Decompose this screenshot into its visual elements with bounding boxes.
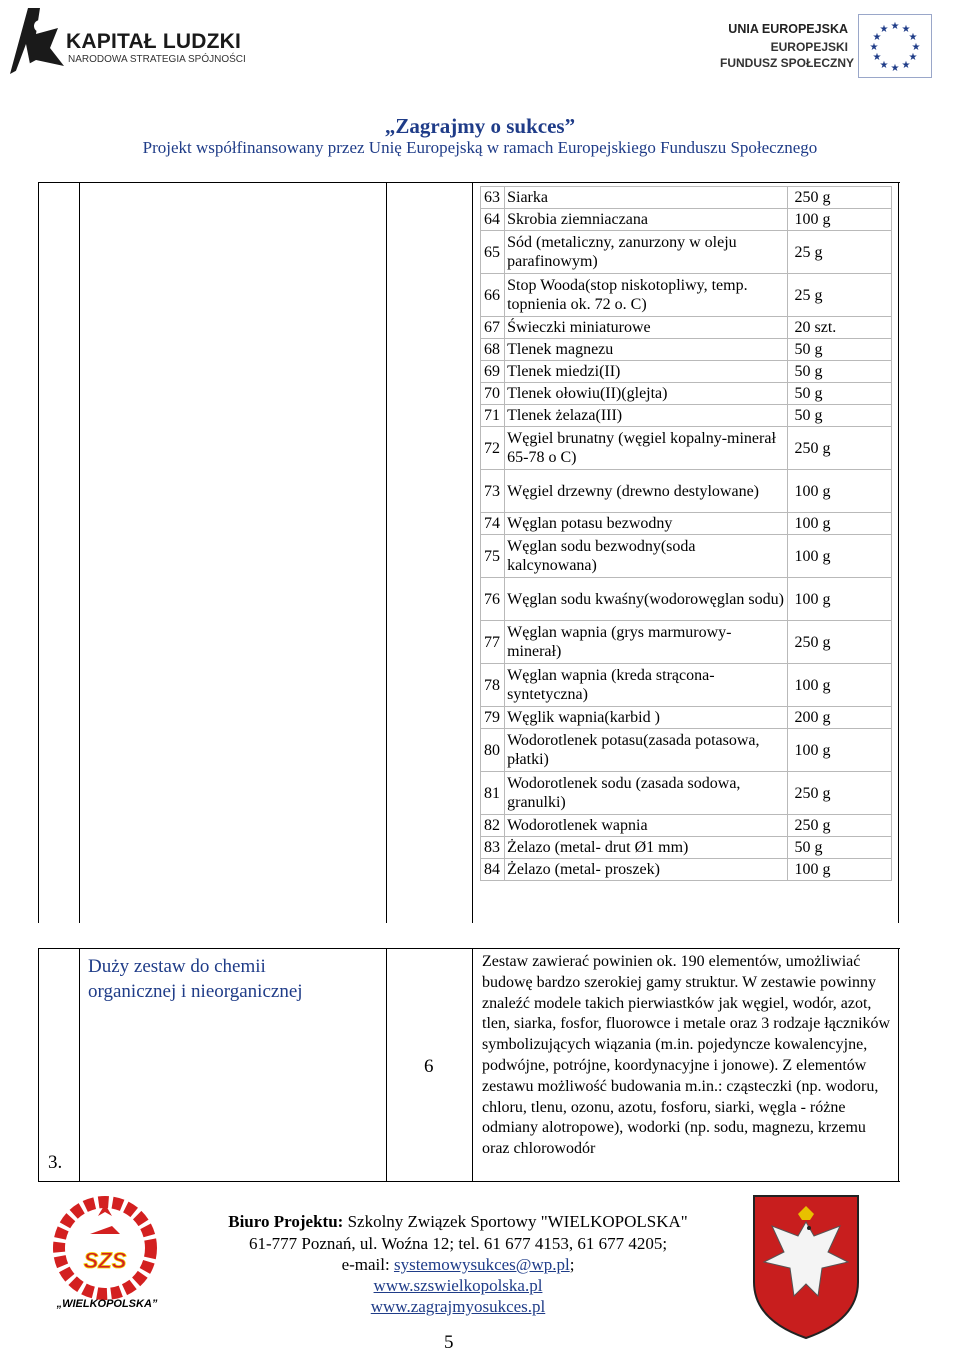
table-row bbox=[481, 274, 892, 317]
svg-text:★: ★ bbox=[890, 63, 900, 74]
row3-quantity: 6 bbox=[424, 1056, 434, 1077]
item-name: Tlenek magnezu bbox=[505, 339, 788, 361]
footer-address: 61-777 Poznań, ul. Woźna 12; tel. 61 677 4153, 61 677 4205; bbox=[248, 1234, 668, 1253]
table-row bbox=[481, 187, 892, 209]
table-row bbox=[481, 578, 892, 621]
item-number: 64 bbox=[481, 209, 505, 231]
item-name: Skrobia ziemniaczana bbox=[505, 209, 788, 231]
footer-bureau-text: Szkolny Związek Sportowy "WIELKOPOLSKA" bbox=[343, 1212, 688, 1231]
item-number: 76 bbox=[481, 578, 505, 621]
item-name: Żelazo (metal- proszek) bbox=[505, 859, 788, 881]
item-name: Węglan sodu bezwodny(soda kalcynowana) bbox=[505, 535, 788, 578]
kapital-ludzki-title: KAPITAŁ LUDZKI bbox=[66, 30, 242, 53]
item-quantity: 100 g bbox=[788, 535, 892, 578]
ue-fund-line2: FUNDUSZ SPOŁECZNY bbox=[720, 56, 855, 70]
item-number: 82 bbox=[481, 815, 505, 837]
page-number: 5 bbox=[444, 1332, 454, 1353]
item-number: 83 bbox=[481, 837, 505, 859]
outer-table-left-border bbox=[38, 182, 39, 923]
item-number: 74 bbox=[481, 513, 505, 535]
item-name: Tlenek miedzi(II) bbox=[505, 361, 788, 383]
table-row bbox=[481, 231, 892, 274]
item-number: 71 bbox=[481, 405, 505, 427]
footer-web1-link[interactable]: www.szswielkopolska.pl bbox=[373, 1276, 543, 1295]
row3-number: 3. bbox=[48, 1152, 63, 1173]
table-row bbox=[481, 361, 892, 383]
item-name: Świeczki miniaturowe bbox=[505, 317, 788, 339]
item-name: Węglan wapnia (grys marmurowy-minerał) bbox=[505, 621, 788, 664]
kapital-ludzki-emblem-icon bbox=[6, 4, 66, 82]
item-name: Węglan potasu bezwodny bbox=[505, 513, 788, 535]
item-number: 75 bbox=[481, 535, 505, 578]
table-row bbox=[481, 470, 892, 513]
item-quantity: 25 g bbox=[788, 231, 892, 274]
footer-email-suffix: ; bbox=[569, 1255, 575, 1274]
wielkopolska-eagle-crest-icon bbox=[748, 1192, 864, 1340]
eu-flag-icon bbox=[858, 14, 932, 78]
item-quantity: 250 g bbox=[788, 621, 892, 664]
row3-top-border bbox=[38, 948, 900, 949]
outer-table-col-divider-1 bbox=[79, 182, 80, 923]
item-name: Węglik wapnia(karbid ) bbox=[505, 707, 788, 729]
item-number: 63 bbox=[481, 187, 505, 209]
item-number: 65 bbox=[481, 231, 505, 274]
table-row bbox=[481, 427, 892, 470]
svg-text:★: ★ bbox=[879, 60, 889, 71]
item-quantity: 100 g bbox=[788, 859, 892, 881]
szs-caption: „WIELKOPOLSKA” bbox=[56, 1298, 158, 1310]
item-name: Żelazo (metal- drut Ø1 mm) bbox=[505, 837, 788, 859]
table-row bbox=[481, 405, 892, 427]
row3-item-name: Duży zestaw do chemii organicznej i nieorganicznej bbox=[88, 956, 303, 1002]
outer-table-col-divider-2 bbox=[386, 182, 387, 923]
row3-col-divider-2 bbox=[386, 948, 387, 1182]
item-quantity: 100 g bbox=[788, 664, 892, 707]
item-number: 80 bbox=[481, 729, 505, 772]
project-title: „Zagrajmy o sukces” bbox=[384, 114, 576, 138]
svg-text:★: ★ bbox=[901, 60, 911, 71]
row3-col-divider-3 bbox=[472, 948, 473, 1182]
item-name: Węgiel drzewny (drewno destylowane) bbox=[505, 470, 788, 513]
item-quantity: 25 g bbox=[788, 274, 892, 317]
table-row bbox=[481, 664, 892, 707]
item-name: Stop Wooda(stop niskotopliwy, temp. topnienia ok. 72 o. C) bbox=[505, 274, 788, 317]
item-quantity: 100 g bbox=[788, 470, 892, 513]
table-row bbox=[481, 772, 892, 815]
svg-text:★: ★ bbox=[901, 24, 911, 35]
item-quantity: 50 g bbox=[788, 837, 892, 859]
table-row bbox=[481, 837, 892, 859]
ue-fund-line1: EUROPEJSKI bbox=[770, 40, 848, 54]
item-number: 81 bbox=[481, 772, 505, 815]
item-name: Tlenek ołowiu(II)(glejta) bbox=[505, 383, 788, 405]
item-number: 68 bbox=[481, 339, 505, 361]
item-name: Wodorotlenek wapnia bbox=[505, 815, 788, 837]
outer-table-top-border bbox=[38, 182, 900, 183]
footer-bureau-label: Biuro Projektu: bbox=[228, 1212, 344, 1231]
item-quantity: 50 g bbox=[788, 361, 892, 383]
item-name: Wodorotlenek potasu(zasada potasowa, płatki) bbox=[505, 729, 788, 772]
item-name: Węglan wapnia (kreda strącona-syntetyczna) bbox=[505, 664, 788, 707]
item-quantity: 100 g bbox=[788, 729, 892, 772]
svg-text:★: ★ bbox=[911, 42, 921, 53]
item-quantity: 100 g bbox=[788, 209, 892, 231]
item-number: 78 bbox=[481, 664, 505, 707]
svg-text:★: ★ bbox=[869, 42, 879, 53]
item-quantity: 250 g bbox=[788, 815, 892, 837]
item-quantity: 50 g bbox=[788, 339, 892, 361]
item-quantity: 100 g bbox=[788, 578, 892, 621]
row3-bottom-border bbox=[38, 1181, 900, 1182]
item-number: 67 bbox=[481, 317, 505, 339]
item-number: 77 bbox=[481, 621, 505, 664]
item-quantity: 100 g bbox=[788, 513, 892, 535]
item-number: 79 bbox=[481, 707, 505, 729]
outer-table-right-border bbox=[898, 182, 899, 923]
table-row bbox=[481, 729, 892, 772]
item-number: 69 bbox=[481, 361, 505, 383]
table-row bbox=[481, 209, 892, 231]
project-subtitle: Projekt współfinansowany przez Unię Europejską w ramach Europejskiego Funduszu Społecznego bbox=[142, 138, 818, 157]
table-row bbox=[481, 621, 892, 664]
table-row bbox=[481, 535, 892, 578]
footer-email-link[interactable]: systemowysukces@wp.pl bbox=[393, 1255, 570, 1274]
table-row bbox=[481, 859, 892, 881]
item-number: 66 bbox=[481, 274, 505, 317]
item-quantity: 20 szt. bbox=[788, 317, 892, 339]
item-quantity: 200 g bbox=[788, 707, 892, 729]
items-table bbox=[480, 186, 892, 881]
table-row bbox=[481, 513, 892, 535]
table-row bbox=[481, 707, 892, 729]
table-row bbox=[481, 815, 892, 837]
outer-table-col-divider-3 bbox=[472, 182, 473, 923]
item-quantity: 50 g bbox=[788, 405, 892, 427]
footer-web2-link[interactable]: www.zagrajmyosukces.pl bbox=[370, 1297, 546, 1316]
item-quantity: 250 g bbox=[788, 187, 892, 209]
item-name: Węglan sodu kwaśny(wodorowęglan sodu) bbox=[505, 578, 788, 621]
table-row bbox=[481, 383, 892, 405]
item-name: Sód (metaliczny, zanurzony w oleju parafinowym) bbox=[505, 231, 788, 274]
svg-text:★: ★ bbox=[890, 21, 900, 32]
row3-right-border bbox=[898, 948, 899, 1182]
row3-description: Zestaw zawierać powinien ok. 190 elementów, umożliwiać budowę bardzo szerokiej gamy struktur. W zestawie powinny znaleźć modele takich pierwiastków jak węgiel, wodór, azot, tlen, siarka, fosfor, fluorowce i metale oraz 3 rodzaje łączników symbolizujących wiązania (m.in. pojedyncze kowalencyjne, podwójne, potrójne, koordynacyjne i jonowe). Z elementów zestawu możliwość budowania m.in.: cząsteczki (np. wodoru, chloru, tlenu, ozonu, azotu, fosforu, siarki, węgla - różne odmiany alotropowe), wodorki (np. sodu, magnezu, krzemu oraz chlorowodór bbox=[482, 953, 891, 1158]
item-quantity: 50 g bbox=[788, 383, 892, 405]
item-name: Węgiel brunatny (węgiel kopalny-minerał 65-78 o C) bbox=[505, 427, 788, 470]
item-number: 72 bbox=[481, 427, 505, 470]
item-number: 70 bbox=[481, 383, 505, 405]
row3-left-border bbox=[38, 948, 39, 1182]
table-row bbox=[481, 317, 892, 339]
item-name: Wodorotlenek sodu (zasada sodowa, granulki) bbox=[505, 772, 788, 815]
svg-text:★: ★ bbox=[908, 52, 918, 63]
kapital-ludzki-subtitle: NARODOWA STRATEGIA SPÓJNOŚCI bbox=[68, 54, 246, 65]
svg-text:SZS: SZS bbox=[83, 1248, 127, 1273]
svg-text:★: ★ bbox=[872, 52, 882, 63]
item-number: 73 bbox=[481, 470, 505, 513]
svg-text:★: ★ bbox=[908, 32, 918, 43]
item-number: 84 bbox=[481, 859, 505, 881]
item-name: Tlenek żelaza(III) bbox=[505, 405, 788, 427]
ue-title: UNIA EUROPEJSKA bbox=[728, 22, 848, 36]
item-quantity: 250 g bbox=[788, 772, 892, 815]
svg-text:★: ★ bbox=[872, 32, 882, 43]
table-row bbox=[481, 339, 892, 361]
row3-col-divider-1 bbox=[79, 948, 80, 1182]
svg-text:★: ★ bbox=[879, 24, 889, 35]
item-quantity: 250 g bbox=[788, 427, 892, 470]
footer-email-label: e-mail: bbox=[341, 1255, 394, 1274]
item-name: Siarka bbox=[505, 187, 788, 209]
